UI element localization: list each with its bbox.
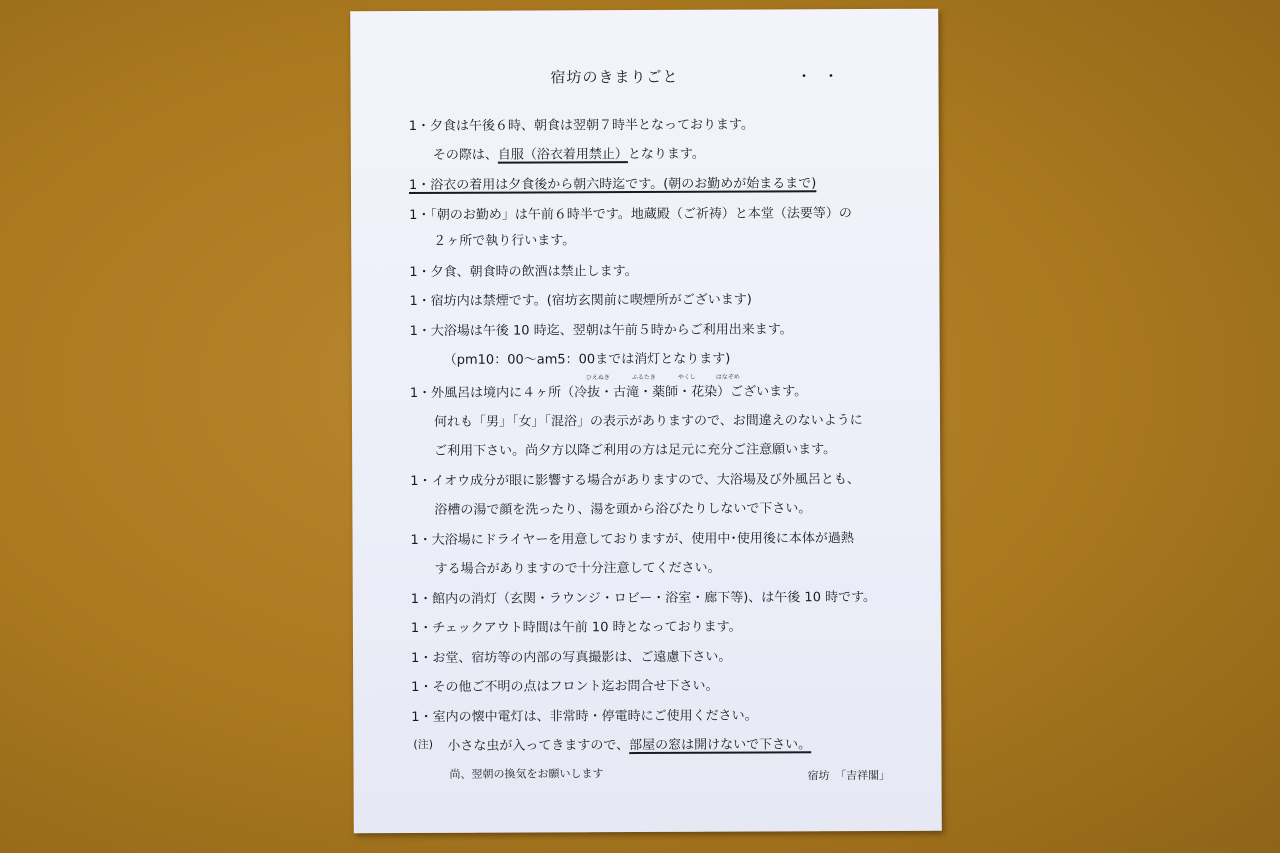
note-insects-underlined: 部屋の窓は開けないで下さい。: [629, 737, 812, 754]
rule-sulfur-cont: 浴槽の湯で顔を洗ったり、湯を頭から浴びたりしないで下さい。: [434, 501, 812, 518]
rule-morning-service: 1・「朝のお勤め」は午前６時半です。地蔵殿（ご祈祷）と本堂（法要等）の: [409, 206, 852, 224]
rule-inquiries: 1・その他ご不明の点はフロント迄お問合せ下さい。: [411, 678, 719, 696]
rule-dryer-cont: する場合がありますので十分注意してください。: [434, 560, 721, 577]
note-label: (注): [413, 737, 434, 752]
rule-checkout: 1・チェックアウト時間は午前 10 時となっております。: [410, 619, 742, 637]
rule-outdoor-baths-names: 冷抜・古滝・薬師・花染: [574, 384, 718, 401]
rule-no-photos: 1・お堂、宿坊等の内部の写真撮影は、ご遠慮下さい。: [411, 649, 732, 667]
rule-dinner-attire-suffix: となります。: [627, 146, 705, 163]
rule-morning-service-cont: ２ヶ所で執り行います。: [433, 233, 576, 249]
rule-sulfur: 1・イオウ成分が眼に影響する場合がありますので、大浴場及び外風呂とも、: [410, 472, 860, 490]
rule-outdoor-baths-suffix: ）ございます。: [717, 384, 808, 400]
rule-dinner-breakfast: 1・夕食は午後６時、朝食は翌朝７時半となっております。: [408, 117, 754, 135]
rule-outdoor-baths-cont1: 何れも「男」「女」「混浴」の表示がありますので、お間違えのないように: [433, 413, 863, 430]
title-marks: ・・: [796, 67, 851, 86]
rule-bath-hours-note: （pm10：00～am5：00までは消灯となります): [443, 351, 731, 368]
rule-yukata: 1・浴衣の着用は夕食後から朝六時迄です。(朝のお勤めが始まるまで): [408, 176, 817, 194]
rule-dryer: 1・大浴場にドライヤーを用意しておりますが、使用中･使用後に本体が過熱: [410, 531, 854, 549]
ruby-furutaki: ふるたき: [631, 373, 656, 382]
ruby-hienuki: ひえぬき: [585, 374, 610, 382]
note-insects: [447, 733, 811, 754]
rule-no-smoking: 1・宿坊内は禁煙です。(宿坊玄関前に喫煙所がございます): [409, 292, 752, 310]
document-title: 宿坊のきまりごと: [550, 67, 679, 87]
rule-lights-out: 1・館内の消灯（玄関・ラウンジ・ロビー・浴室・廊下等)、は午後 10 時です。: [410, 589, 877, 608]
ruby-yakushi: やくし: [677, 373, 696, 381]
rule-dinner-attire-underlined: 自服（浴衣着用禁止）: [497, 147, 628, 163]
rule-outdoor-baths-prefix: 1・外風呂は境内に４ヶ所（: [409, 385, 575, 402]
rule-flashlight: 1・室内の懐中電灯は、非常時・停電時にご使用ください。: [411, 708, 758, 726]
rule-bath-hours: 1・大浴場は午後 10 時迄、翌朝は午前５時からご利用出来ます。: [409, 322, 793, 340]
rule-dinner-attire-prefix: その際は、: [432, 147, 498, 163]
ruby-hanazome: はなぞめ: [715, 373, 740, 381]
rule-outdoor-baths: [410, 380, 807, 401]
rule-dinner-attire: [433, 143, 705, 163]
rule-outdoor-baths-cont2: ご利用下さい。尚夕方以降ご利用の方は足元に充分ご注意願います。: [434, 442, 837, 459]
rule-no-alcohol: 1・夕食、朝食時の飲酒は禁止します。: [409, 264, 638, 281]
notice-sheet: [350, 9, 942, 834]
signature: 宿坊 「吉祥閣」: [807, 768, 891, 783]
note-insects-text: 小さな虫が入ってきますので、: [447, 738, 630, 754]
note-ventilation: 尚、翌朝の換気をお願いします: [449, 767, 604, 781]
